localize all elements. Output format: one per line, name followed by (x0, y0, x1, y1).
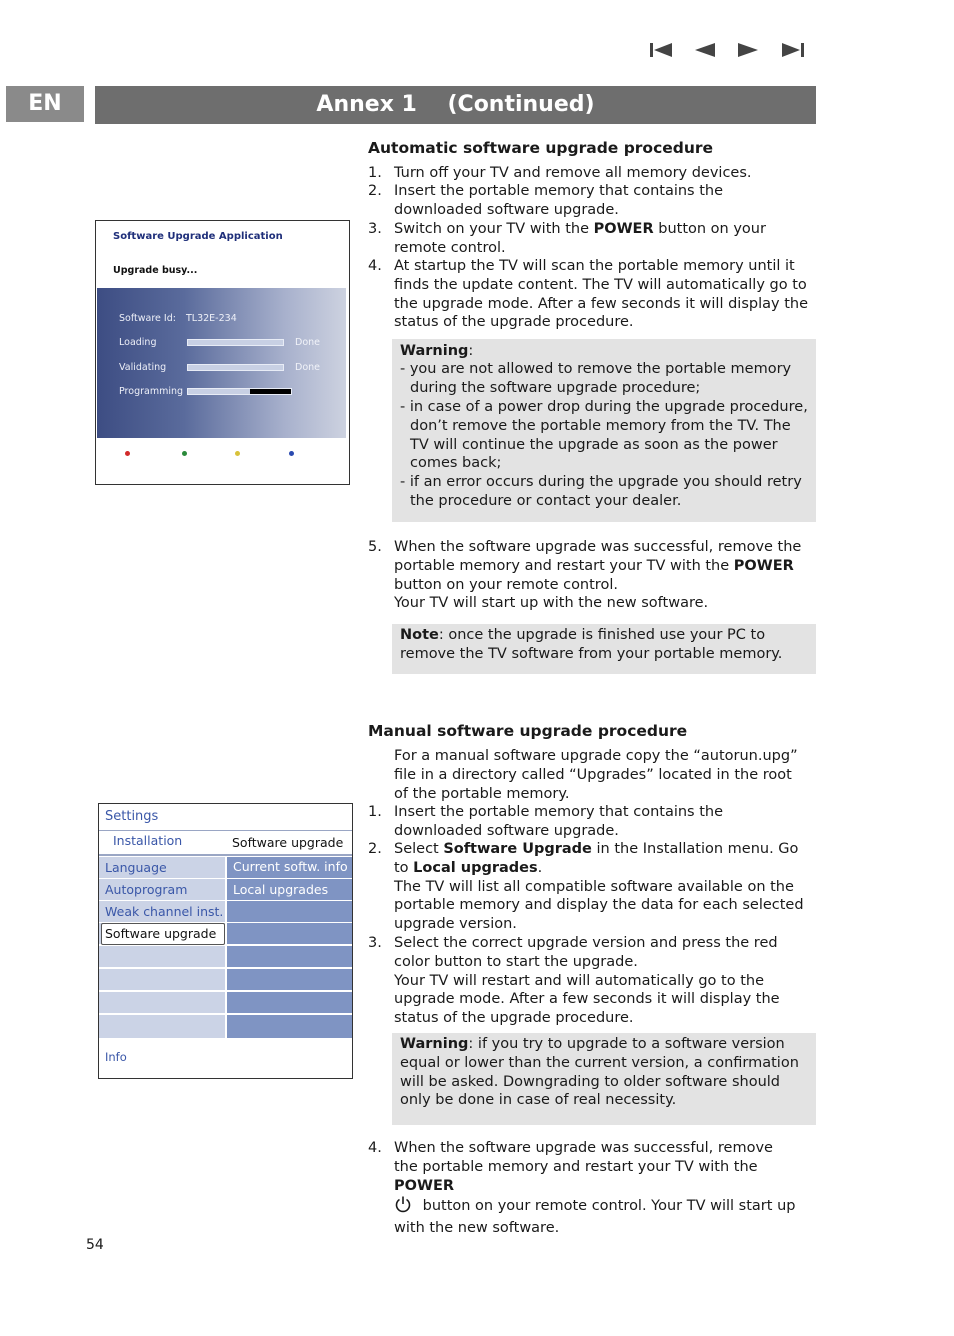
menu-item-autoprogram[interactable] (99, 879, 225, 900)
submenu-empty-row (227, 923, 352, 944)
submenu-empty-row (227, 901, 352, 922)
auto-step-2: Insert the portable memory that contains the downloaded software upgrade. (394, 183, 724, 218)
software-id-value: TL32E-234 (186, 313, 237, 324)
warning-item: - you are not allowed to remove the portable memory during the software upgrade procedure; (400, 361, 792, 396)
auto-warning-box (392, 339, 816, 522)
validating-progress-bar (187, 364, 284, 371)
page-title: Annex 1 (Continued) (95, 86, 816, 124)
validating-state: Done (295, 362, 320, 373)
auto-step-4: At startup the TV will scan the portable memory until it finds the update content. The TV will automatically go to the upgrade mode. After a few seconds it will display the status of the upgrade procedure. (394, 258, 808, 331)
manual-warning-box (392, 1033, 816, 1125)
submenu-header: Software upgrade (232, 835, 344, 850)
skip-forward-icon[interactable] (780, 40, 806, 60)
submenu-item-label: Local upgrades (233, 882, 329, 897)
step-number: 4. (368, 1140, 382, 1156)
manual-intro: For a manual software upgrade copy the “autorun.upg” file in a directory called “Upgrades” located in the root of the portable memory. (394, 748, 798, 802)
software-id-label: Software Id: (119, 313, 176, 324)
submenu-empty-row (227, 969, 352, 990)
settings-menu-screen (98, 803, 353, 1079)
power-icon (394, 1195, 412, 1219)
manual-step-1: Insert the portable memory that contains the downloaded software upgrade. (394, 804, 724, 839)
menu-item-software-upgrade[interactable] (99, 923, 225, 944)
step-number: 3. (368, 221, 382, 237)
next-icon[interactable] (736, 40, 760, 60)
note-text: Note: once the upgrade is finished use your PC to remove the TV software from your portable memory. (400, 627, 783, 662)
programming-label: Programming (119, 386, 184, 397)
green-button-icon (182, 451, 187, 456)
warning-text: Warning: if you try to upgrade to a software version equal or lower than the current version, a confirmation will be asked. Downgrading to older software should only be done in case of real necessity. (400, 1036, 799, 1109)
menu-item-language[interactable] (99, 857, 225, 878)
loading-progress-bar (187, 339, 284, 346)
menu-empty-row (99, 1015, 225, 1038)
menu-item-label: Software upgrade (105, 926, 217, 941)
warning-title: Warning: (400, 343, 474, 359)
menu-item-label: Weak channel inst. (105, 904, 224, 919)
info-label: Info (105, 1050, 127, 1064)
step-number: 3. (368, 935, 382, 951)
warning-item: - in case of a power drop during the upgrade procedure, don’t remove the portable memory from the TV. The TV will continue the upgrade as soon as the power comes back; (400, 399, 808, 472)
menu-empty-row (99, 946, 225, 967)
upgrade-status: Upgrade busy... (113, 265, 198, 276)
auto-step-5: When the software upgrade was successful, remove the portable memory and restart your TV with the POWER button on your remote control. Your TV will start up with the new software. (394, 539, 802, 612)
menu-empty-row (99, 969, 225, 990)
manual-step-2: Select Software Upgrade in the Installation menu. Go to Local upgrades. The TV will list all compatible software available on the portable memory and display the data for each selected upgrade version. (394, 841, 804, 933)
manual-heading: Manual software upgrade procedure (368, 722, 688, 740)
menu-item-label: Autoprogram (105, 882, 188, 897)
skip-back-icon[interactable] (648, 40, 674, 60)
note-box (392, 624, 816, 674)
step-number: 1. (368, 804, 382, 820)
yellow-button-icon (235, 451, 240, 456)
programming-progress-fill (188, 389, 250, 394)
validating-label: Validating (119, 362, 167, 373)
step-number: 1. (368, 165, 382, 181)
installation-label: Installation (113, 833, 183, 848)
step-number: 4. (368, 258, 382, 274)
step-number: 2. (368, 841, 382, 857)
manual-step-3: Select the correct upgrade version and press the red color button to start the upgrade. Your TV will restart and will automatically go to the upgrade mode. After a few seconds it will display the status of the upgrade procedure. (394, 935, 780, 1027)
progress-panel (97, 288, 346, 438)
manual-step-4: When the software upgrade was successful, remove the portable memory and restart your TV with the POWER button on your remote control. Your TV will start up with the new software. (394, 1140, 796, 1237)
submenu-item-local-upgrades[interactable] (227, 879, 352, 900)
step-number: 5. (368, 539, 382, 555)
warning-item: - if an error occurs during the upgrade you should retry the procedure or contact your dealer. (400, 474, 802, 509)
auto-step-3: Switch on your TV with the POWER button on your remote control. (394, 221, 766, 256)
submenu-item-current-software-info[interactable] (227, 857, 352, 878)
menu-empty-row (99, 992, 225, 1013)
menu-item-weak-channel[interactable] (99, 901, 225, 922)
red-button-icon (125, 451, 130, 456)
page-number: 54 (86, 1237, 104, 1253)
submenu-item-label: Current softw. info (233, 859, 348, 874)
upgrade-screen (95, 220, 350, 485)
menu-item-label: Language (105, 860, 167, 875)
submenu-empty-row (227, 1015, 352, 1038)
submenu-empty-row (227, 992, 352, 1013)
submenu-empty-row (227, 946, 352, 967)
loading-state: Done (295, 337, 320, 348)
screen-title: Software Upgrade Application (113, 231, 283, 242)
step-number: 2. (368, 183, 382, 199)
auto-heading: Automatic software upgrade procedure (368, 139, 714, 157)
language-tab: EN (6, 86, 84, 122)
programming-progress-bar (187, 388, 292, 395)
previous-icon[interactable] (693, 40, 717, 60)
blue-button-icon (289, 451, 294, 456)
auto-step-1: Turn off your TV and remove all memory devices. (394, 165, 752, 181)
menu-title: Settings (105, 809, 159, 824)
loading-label: Loading (119, 337, 157, 348)
